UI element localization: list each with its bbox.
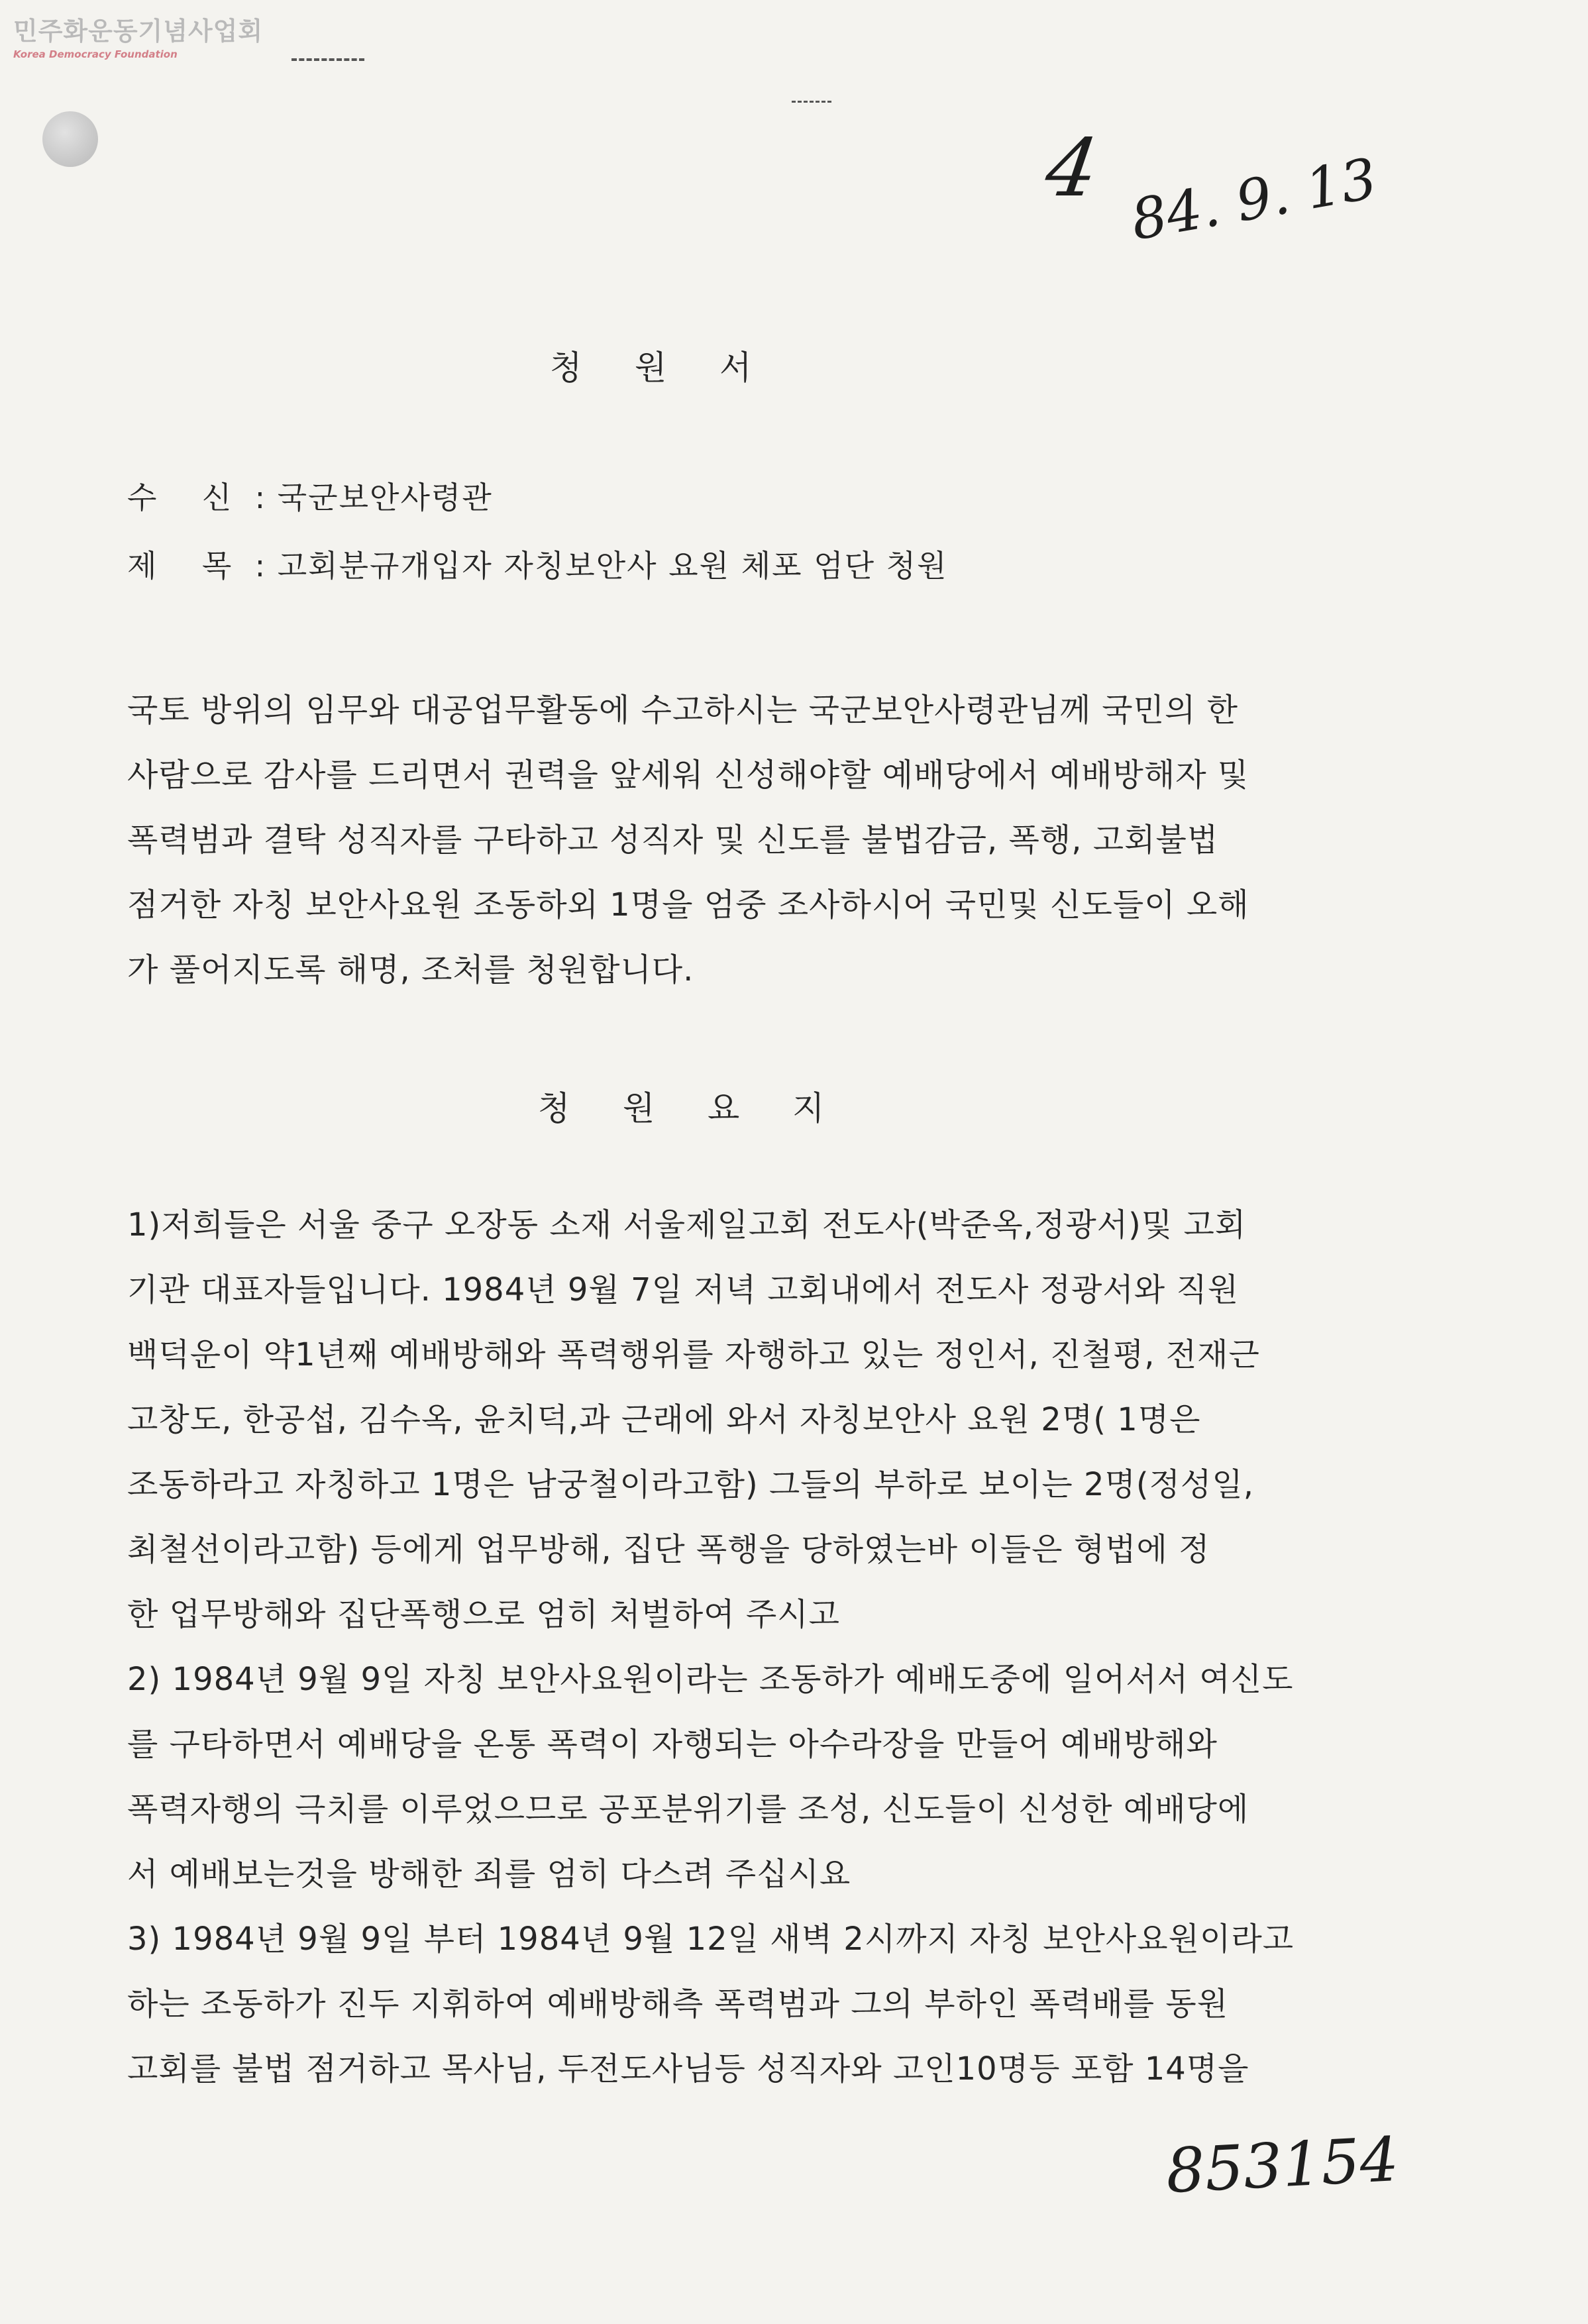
summary-line: 폭력자행의 극치를 이루었으므로 공포분위기를 조성, 신도들이 신성한 예배당에 — [127, 1791, 1249, 1828]
summary-line: 고창도, 한공섭, 김수옥, 윤치덕,과 근래에 와서 자칭보안사 요원 2명( 1명은 — [127, 1401, 1201, 1438]
subject-line: 제 목 : 고회분규개입자 자칭보안사 요원 체포 엄단 청원 — [127, 548, 948, 584]
document-title: 청 원 서 — [550, 348, 757, 387]
summary-line: 기관 대표자들입니다. 1984년 9월 7일 저녁 고회내에서 전도사 정광서와 직원 — [127, 1271, 1240, 1308]
watermark-logo — [13, 11, 263, 60]
watermark-english-text: Korea Democracy Foundation — [13, 48, 178, 60]
handwritten-page-number: 4 — [1040, 123, 1104, 215]
summary-line: 백덕운이 약1년째 예배방해와 폭력행위를 자행하고 있는 정인서, 진철평, 전재근 — [127, 1336, 1260, 1373]
intro-line: 국토 방위의 임무와 대공업무활동에 수고하시는 국군보안사령관님께 국민의 한 — [127, 692, 1238, 729]
summary-line: 서 예배보는것을 방해한 죄를 엄히 다스려 주십시요 — [127, 1856, 851, 1893]
scan-mark — [792, 101, 831, 103]
intro-line: 가 풀어지도록 해명, 조처를 청원합니다. — [127, 951, 694, 988]
summary-line: 최철선이라고함) 등에게 업무방해, 집단 폭행을 당하였는바 이들은 형법에 정 — [127, 1531, 1210, 1568]
handwritten-date: 84. 9. 13 — [1126, 146, 1382, 253]
summary-line: 3) 1984년 9월 9일 부터 1984년 9월 12일 새벽 2시까지 자칭 보안사요원이라고 — [127, 1921, 1295, 1958]
summary-line: 를 구타하면서 예배당을 온통 폭력이 자행되는 아수라장을 만들어 예배방해와 — [127, 1726, 1218, 1763]
handwritten-document-number: 853154 — [1164, 2123, 1401, 2207]
summary-line: 한 업무방해와 집단폭행으로 엄히 처벌하여 주시고 — [127, 1596, 841, 1633]
recipient-line: 수 신 : 국군보안사령관 — [127, 480, 493, 515]
summary-title: 청 원 요 지 — [538, 1089, 830, 1128]
scan-mark — [291, 58, 364, 61]
summary-line: 조동하라고 자칭하고 1명은 남궁철이라고함) 그들의 부하로 보이는 2명(정성일, — [127, 1466, 1255, 1503]
summary-line: 1)저희들은 서울 중구 오장동 소재 서울제일고회 전도사(박준옥,정광서)및 고회 — [127, 1206, 1247, 1243]
summary-line: 하는 조동하가 진두 지휘하여 예배방해측 폭력범과 그의 부하인 폭력배를 동원 — [127, 1985, 1229, 2023]
intro-line: 폭력범과 결탁 성직자를 구타하고 성직자 및 신도를 불법감금, 폭행, 고회불법 — [127, 821, 1219, 859]
summary-line: 2) 1984년 9월 9일 자칭 보안사요원이라는 조동하가 예배도중에 일어서서 여신도 — [127, 1661, 1294, 1698]
watermark-korean-text: 민주화운동기념사업회 — [13, 17, 264, 46]
intro-line: 점거한 자칭 보안사요원 조동하외 1명을 엄중 조사하시어 국민및 신도들이 오해 — [127, 886, 1249, 924]
summary-line: 고회를 불법 점거하고 목사님, 두전도사님등 성직자와 고인10명등 포함 14명을 — [127, 2050, 1249, 2087]
punch-hole — [42, 111, 98, 167]
intro-line: 사람으로 감사를 드리면서 권력을 앞세워 신성해야할 예배당에서 예배방해자 및 — [127, 757, 1249, 794]
